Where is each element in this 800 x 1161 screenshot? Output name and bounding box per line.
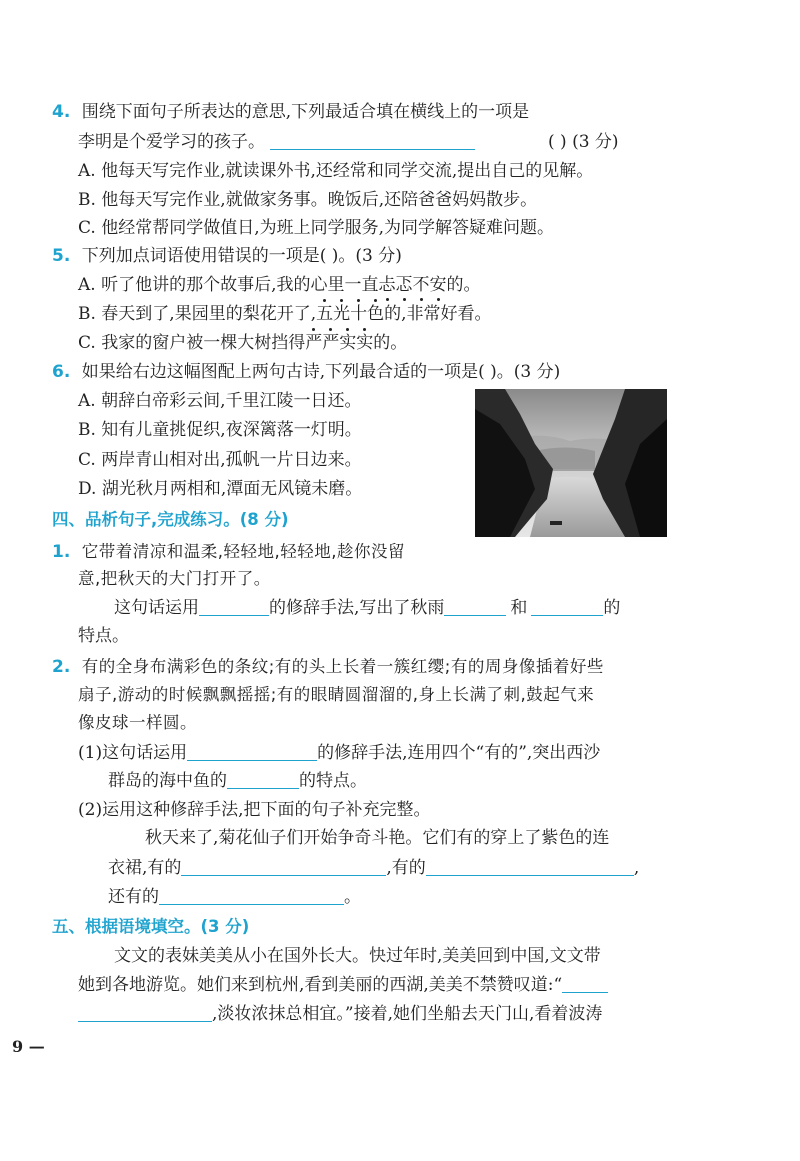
- s4-q2-flower2-blank[interactable]: [426, 857, 634, 876]
- s4-q1-text4: 特点。: [78, 626, 129, 646]
- dotted-char: 实: [356, 333, 374, 353]
- s5-poem-blank-start[interactable]: [562, 974, 608, 993]
- dotted-char: 不: [412, 275, 430, 295]
- q5-option-c-text: C. 我家的窗户被一棵大树挡得: [78, 333, 306, 353]
- s4-q2-text3: 像皮球一样圆。: [78, 713, 197, 732]
- dotted-char: 严: [305, 333, 323, 353]
- dotted-char: 安: [429, 275, 447, 295]
- s4-q1-text2: 意,把秋天的大门打开了。: [78, 569, 271, 588]
- s4-q2-sub1-d: 的特点。: [299, 771, 367, 791]
- s4-q1-rhetoric-blank[interactable]: [199, 597, 269, 616]
- s5-text3: ,淡妆浓抹总相宜。”接着,她们坐船去天门山,看着波涛: [212, 1004, 603, 1024]
- s4-q2-sub1-a: (1)这句话运用: [78, 743, 188, 763]
- q4-score: (3 分): [572, 132, 619, 152]
- s4-q1-fill-b: 的修辞手法,写出了秋雨: [269, 598, 445, 618]
- q4-sentence-line: [78, 130, 475, 154]
- section-4-title: 四、品析句子,完成练习。(8 分): [52, 510, 289, 529]
- q6-option-a: A. 朝辞白帝彩云间,千里江陵一日还。: [78, 391, 362, 411]
- s5-text1: 文文的表妹美美从小在国外长大。快过年时,美美回到中国,文文带: [114, 946, 601, 966]
- s4-q2-line1: [52, 655, 604, 679]
- q5-stem-line: [52, 244, 402, 268]
- dotted-char: 严: [322, 333, 340, 353]
- s4-q2-sub2: (2)运用这种修辞手法,把下面的句子补充完整。: [78, 800, 431, 820]
- s4-q1-fill-d: 的: [603, 598, 621, 618]
- q4-bracket-line: [548, 130, 619, 154]
- s4-q1-fill-line: [114, 596, 620, 620]
- q4-number: 4.: [52, 102, 71, 122]
- q6-number: 6.: [52, 362, 71, 382]
- s4-q2-sub2-l2b: ,有的: [386, 858, 426, 878]
- dotted-char: 忑: [395, 275, 413, 295]
- s5-poem-blank[interactable]: [78, 1003, 212, 1022]
- s4-q2-sub1-c: 群岛的海中鱼的: [108, 771, 227, 791]
- s4-q2-sub2-l2a: 衣裙,有的: [108, 858, 182, 878]
- page-number: 9 —: [12, 1037, 45, 1056]
- s4-q2-sub2-line3: [108, 885, 361, 909]
- q4-option-b: B. 他每天写完作业,就做家务事。晚饭后,还陪爸爸妈妈散步。: [78, 190, 538, 210]
- s4-q2-text1: 有的全身布满彩色的条纹;有的头上长着一簇红缨;有的周身像插着好些: [81, 657, 604, 676]
- s4-q2-text2: 扇子,游动的时候飘飘摇摇;有的眼睛圆溜溜的,身上长满了刺,鼓起气来: [78, 685, 595, 704]
- s4-q1-fill-a: 这句话运用: [114, 598, 199, 618]
- dotted-char: 实: [339, 333, 357, 353]
- s4-q2-sub1-line1: [78, 741, 600, 765]
- s4-q2-sub2-line2: [108, 856, 639, 880]
- dotted-char: 色: [367, 304, 385, 324]
- q6-stem: 如果给右边这幅图配上两句古诗,下列最合适的一项是( )。(3 分): [81, 362, 561, 382]
- s5-text2: 她到各地游览。她们来到杭州,看到美丽的西湖,美美不禁赞叹道:“: [78, 975, 563, 995]
- q4-stem: 围绕下面句子所表达的意思,下列最适合填在横线上的一项是: [81, 102, 530, 122]
- q6-option-b: B. 知有儿童挑促织,夜深篱落一灯明。: [78, 420, 362, 440]
- s4-q1-number: 1.: [52, 542, 71, 562]
- q5-stem: 下列加点词语使用错误的一项是( )。(3 分): [81, 246, 402, 266]
- s5-text3-line: [78, 1002, 602, 1026]
- q5-option-c: [78, 331, 407, 355]
- q5-option-b-end: 的,非常好看。: [384, 304, 492, 324]
- s4-q2-flower1-blank[interactable]: [181, 857, 386, 876]
- q6-stem-line: [52, 360, 560, 384]
- s4-q2-rhetoric-blank[interactable]: [187, 742, 317, 761]
- s4-q2-sub2-text1: 秋天来了,菊花仙子们开始争奇斗艳。它们有的穿上了紫色的连: [145, 828, 610, 848]
- section-5-title: 五、根据语境填空。(3 分): [52, 917, 250, 936]
- q4-answer-bracket[interactable]: ( ): [548, 132, 567, 152]
- dotted-char: 忐: [378, 275, 396, 295]
- q5-option-b: [78, 302, 492, 326]
- s4-q2-sub2-l3b: 。: [344, 887, 361, 907]
- s4-q1-trait2-blank[interactable]: [531, 597, 603, 616]
- q6-option-d: D. 湖光秋月两相和,潭面无风镜未磨。: [78, 479, 363, 499]
- s4-q1-text1: 它带着清凉和温柔,轻轻地,轻轻地,趁你没留: [81, 542, 405, 561]
- s4-q1-line1: [52, 540, 405, 564]
- q5-option-a-end: 的。: [446, 275, 481, 295]
- dotted-char: 光: [333, 304, 351, 324]
- q4-stem-line: [52, 100, 529, 124]
- q5-option-b-text: B. 春天到了,果园里的梨花开了,: [78, 304, 317, 324]
- s4-q2-feature-blank[interactable]: [227, 770, 299, 789]
- q5-number: 5.: [52, 246, 71, 266]
- s4-q2-sub1-line2: [108, 769, 367, 793]
- q5-option-a: [78, 273, 481, 297]
- s4-q1-trait1-blank[interactable]: [444, 597, 506, 616]
- s4-q2-sub1-b: 的修辞手法,连用四个“有的”,突出西沙: [317, 743, 601, 763]
- q4-answer-blank[interactable]: [270, 131, 475, 150]
- q5-option-a-text: A. 听了他讲的那个故事后,我的心里一直: [78, 275, 379, 295]
- q5-option-c-end: 的。: [373, 333, 408, 353]
- q4-sentence: 李明是个爱学习的孩子。: [78, 132, 265, 152]
- river-gorge-photo: [475, 389, 667, 537]
- q4-option-c: C. 他经常帮同学做值日,为班上同学服务,为同学解答疑难问题。: [78, 218, 555, 238]
- s5-text2-line: [78, 973, 608, 997]
- dotted-char: 五: [316, 304, 334, 324]
- s4-q2-flower3-blank[interactable]: [159, 886, 344, 905]
- q4-option-a: A. 他每天写完作业,就读课外书,还经常和同学交流,提出自己的见解。: [78, 161, 594, 181]
- s4-q1-fill-c: 和: [510, 598, 528, 618]
- q6-option-c: C. 两岸青山相对出,孤帆一片日边来。: [78, 450, 362, 470]
- s4-q2-sub2-l3a: 还有的: [108, 887, 159, 907]
- s4-q2-number: 2.: [52, 657, 71, 677]
- dotted-char: 十: [350, 304, 368, 324]
- s4-q2-sub2-l2c: ,: [633, 858, 640, 878]
